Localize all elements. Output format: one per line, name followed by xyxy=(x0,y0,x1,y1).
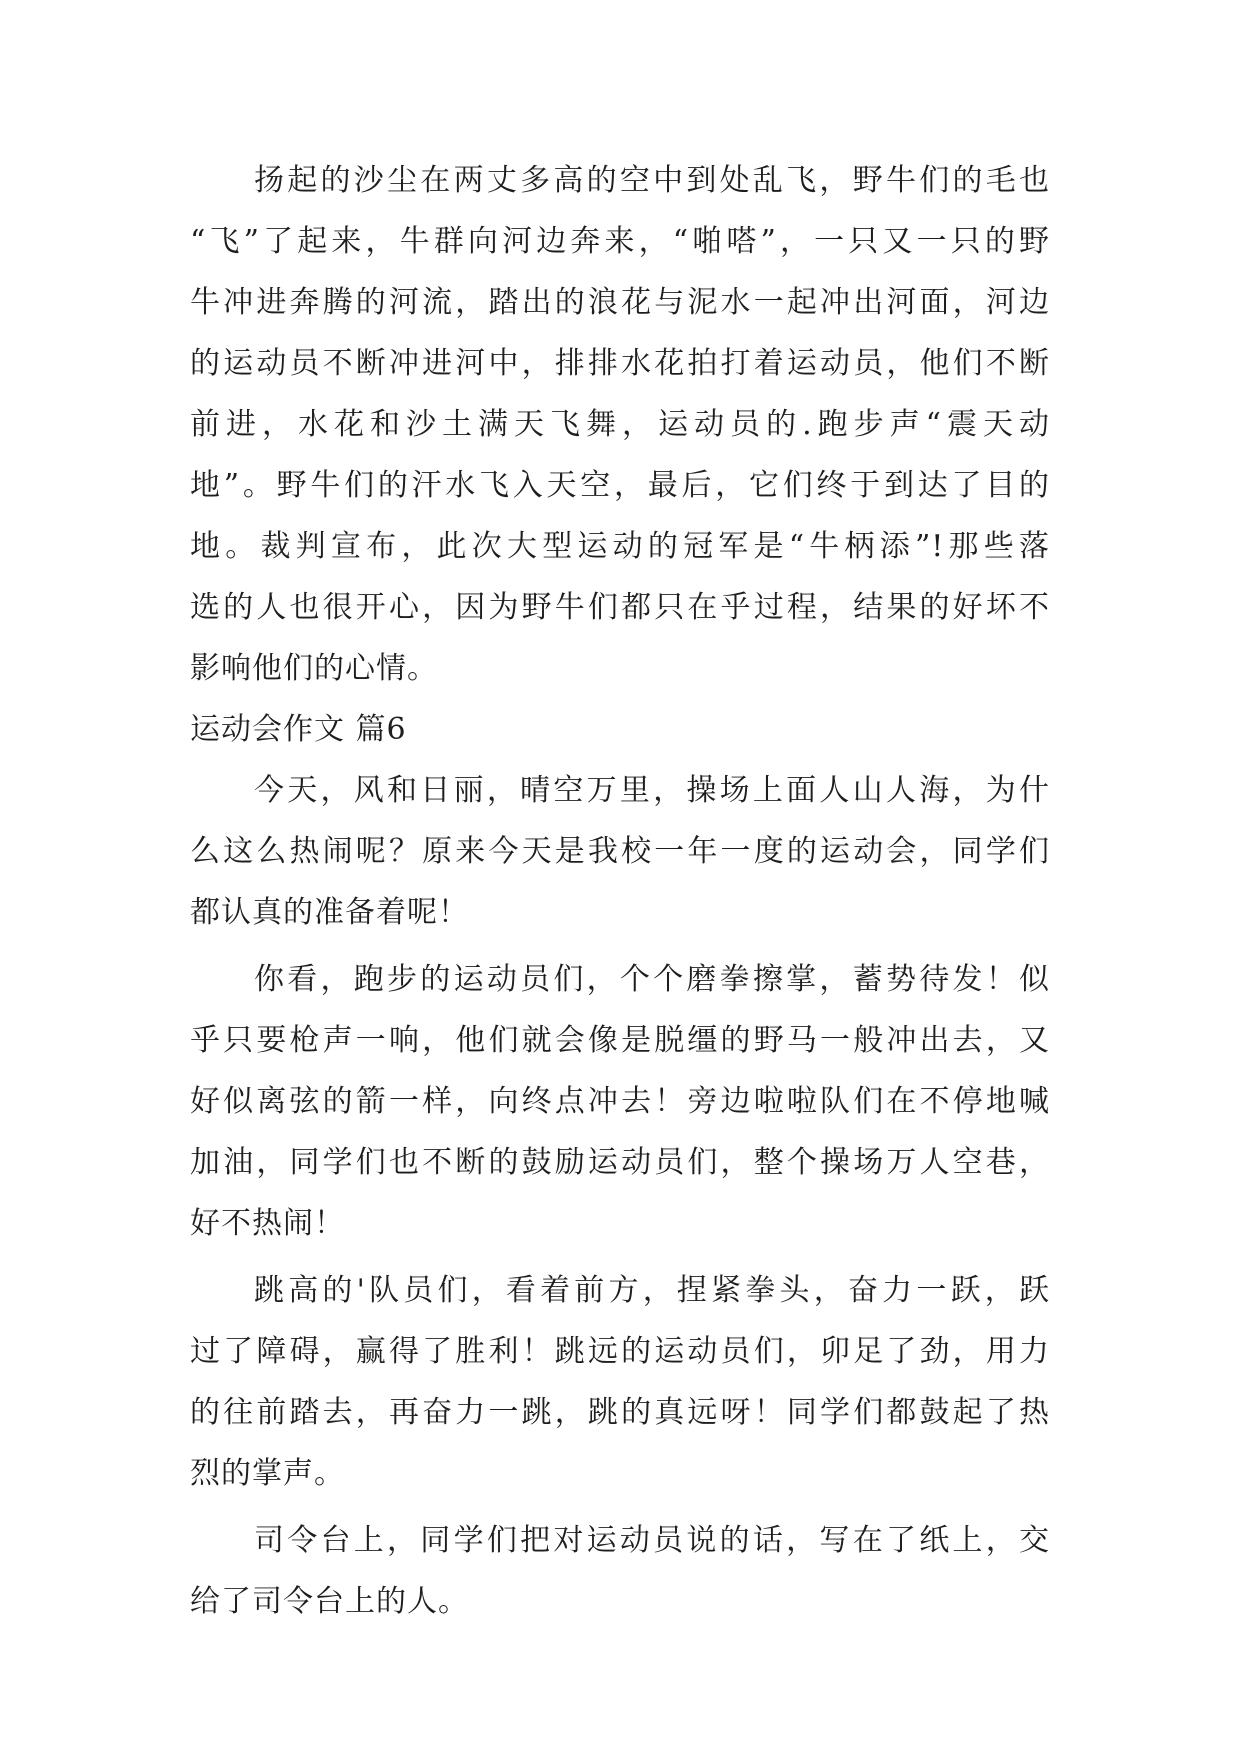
text-line: 过了障碍，赢得了胜利！跳远的运动员们，卯足了劲，用力 xyxy=(190,1334,1050,1369)
text-line: 的运动员不断冲进河中，排排水花拍打着运动员，他们不断 xyxy=(190,346,1050,381)
text-line: 你看，跑步的运动员们，个个磨拳擦掌，蓄势待发！似 xyxy=(254,962,1050,997)
text-line: 司令台上，同学们把对运动员说的话，写在了纸上，交 xyxy=(254,1523,1050,1558)
text-line: 给了司令台上的人。 xyxy=(190,1584,469,1619)
text-line: 影响他们的心情。 xyxy=(190,651,438,686)
document-body xyxy=(190,150,1050,1632)
text-line: 牛冲进奔腾的河流，踏出的浪花与泥水一起冲出河面，河边 xyxy=(190,285,1050,320)
text-line: 加油，同学们也不断的鼓励运动员们，整个操场万人空巷， xyxy=(190,1145,1050,1180)
section-heading: 运动会作文 篇6 xyxy=(190,712,407,747)
text-line: 都认真的准备着呢！ xyxy=(190,895,469,930)
text-line: 今天，风和日丽，晴空万里，操场上面人山人海，为什 xyxy=(254,773,1050,808)
text-line: 好不热闹！ xyxy=(190,1206,345,1241)
text-line: 前进，水花和沙土满天飞舞，运动员的.跑步声“震天动 xyxy=(190,407,1050,442)
text-line: 好似离弦的箭一样，向终点冲去！旁边啦啦队们在不停地喊 xyxy=(190,1084,1050,1119)
text-line: 地”。野牛们的汗水飞入天空，最后，它们终于到达了目的 xyxy=(190,468,1050,503)
paragraph-intro xyxy=(190,760,1050,943)
text-line: 选的人也很开心，因为野牛们都只在乎过程，结果的好坏不 xyxy=(190,590,1050,625)
paragraph-running xyxy=(190,949,1050,1254)
text-line: 么这么热闹呢？原来今天是我校一年一度的运动会，同学们 xyxy=(190,834,1050,869)
paragraph-podium xyxy=(190,1510,1050,1632)
text-line: “飞”了起来，牛群向河边奔来，“啪嗒”，一只又一只的野 xyxy=(190,224,1050,259)
text-line: 烈的掌声。 xyxy=(190,1456,345,1491)
paragraph-jumping xyxy=(190,1260,1050,1504)
paragraph-wildebeest xyxy=(190,150,1050,699)
text-line: 跳高的'队员们，看着前方，捏紧拳头，奋力一跃，跃 xyxy=(254,1273,1050,1308)
text-line: 乎只要枪声一响，他们就会像是脱缰的野马一般冲出去，又 xyxy=(190,1023,1050,1058)
text-line: 地。裁判宣布，此次大型运动的冠军是“牛柄添”!那些落 xyxy=(190,529,1050,564)
text-line: 扬起的沙尘在两丈多高的空中到处乱飞，野牛们的毛也 xyxy=(254,163,1050,198)
text-line: 的往前踏去，再奋力一跳，跳的真远呀！同学们都鼓起了热 xyxy=(190,1395,1050,1430)
